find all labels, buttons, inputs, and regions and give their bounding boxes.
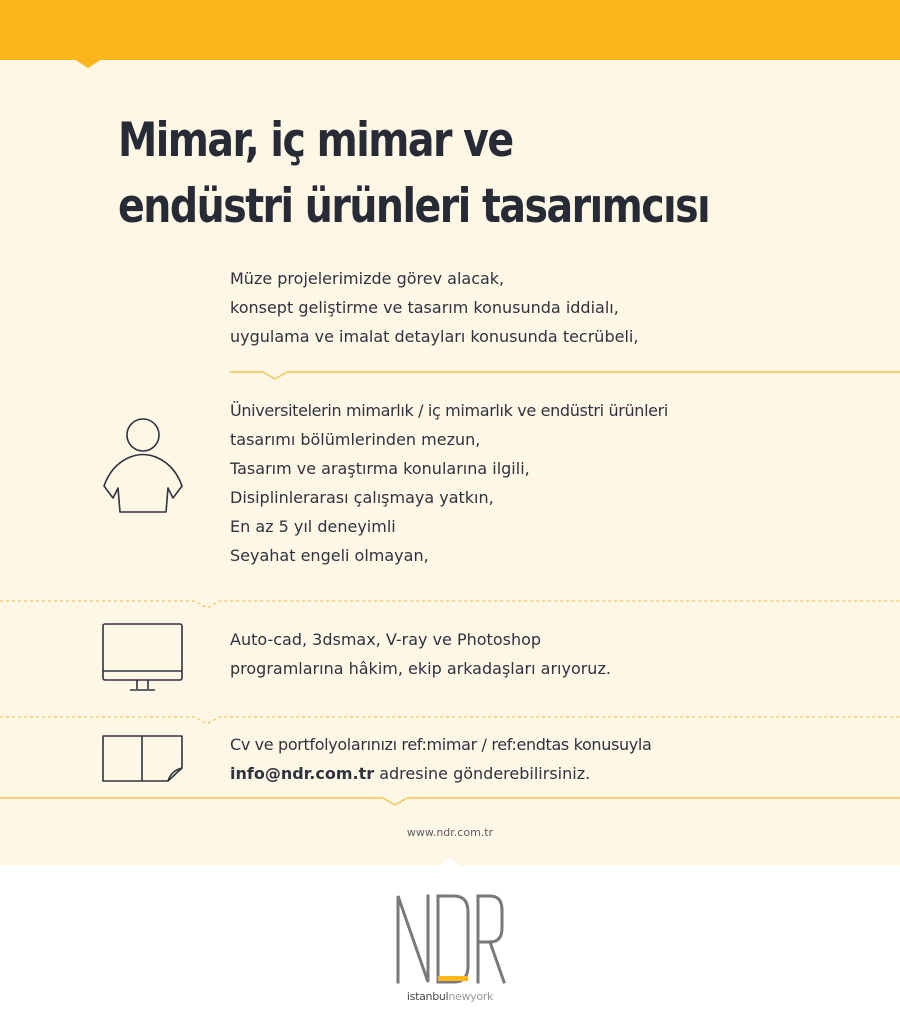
software-text <box>230 625 611 683</box>
email-link[interactable]: info@ndr.com.tr <box>230 764 375 783</box>
folder-icon <box>102 735 184 783</box>
requirements-text <box>230 396 668 570</box>
person-icon <box>100 416 186 514</box>
website-url[interactable]: www.ndr.com.tr <box>406 826 494 839</box>
application-text <box>230 730 651 788</box>
top-accent-band <box>0 0 900 60</box>
application-line-2-text: adresine gönderebilirsiniz. <box>374 764 591 783</box>
intro-line: Müze projelerimizde görev alacak, <box>230 269 505 288</box>
section-divider <box>0 593 900 609</box>
section-divider <box>0 364 900 380</box>
monitor-icon <box>102 623 184 695</box>
application-line-2 <box>230 759 651 788</box>
requirement-line: Seyahat engeli olmayan, <box>230 546 429 565</box>
footer-notch <box>438 857 462 867</box>
section-divider <box>0 790 900 806</box>
intro-line: konsept geliştirme ve tasarım konusunda iddialı, <box>230 298 619 317</box>
page-title <box>118 108 709 240</box>
requirement-line: tasarımı bölümlerinden mezun, <box>230 430 481 449</box>
top-band-notch <box>74 59 102 68</box>
intro-line: uygulama ve imalat detayları konusunda tecrübeli, <box>230 327 639 346</box>
section-divider <box>0 709 900 725</box>
logo-tagline: istanbulnewyork <box>406 990 494 1003</box>
ndr-logo <box>394 890 506 986</box>
requirement-line: En az 5 yıl deneyimli <box>230 517 396 536</box>
application-line-1: Cv ve portfolyolarınızı ref:mimar / ref:endtas konusuyla <box>230 735 652 754</box>
software-line: programlarına hâkim, ekip arkadaşları arıyoruz. <box>230 659 611 678</box>
intro-text <box>230 264 638 351</box>
title-line-1: Mimar, iç mimar ve <box>118 113 513 168</box>
requirement-line: Tasarım ve araştırma konularına ilgili, <box>230 459 530 478</box>
requirement-line: Disiplinlerarası çalışmaya yatkın, <box>230 488 494 507</box>
title-line-2: endüstri ürünleri tasarımcısı <box>118 179 710 234</box>
requirement-line: Üniversitelerin mimarlık / iç mimarlık ve endüstri ürünleri <box>230 401 668 420</box>
software-line: Auto-cad, 3dsmax, V-ray ve Photoshop <box>230 630 542 649</box>
